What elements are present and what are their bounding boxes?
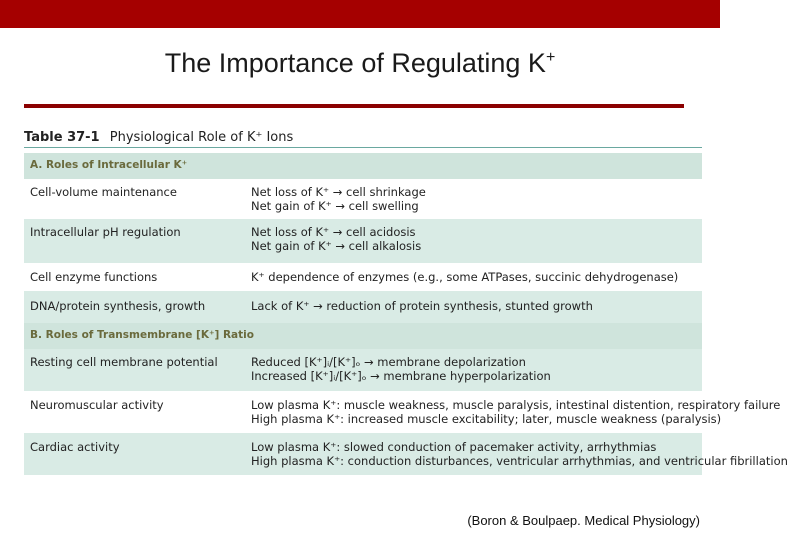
caption-divider — [24, 147, 702, 148]
slide-title-text: The Importance of Regulating K — [164, 48, 546, 78]
row-effects — [251, 185, 699, 213]
row-label: Intracellular pH regulation — [30, 225, 181, 239]
row-effects — [251, 355, 699, 383]
section-header-transmembrane — [24, 323, 702, 349]
row-effects — [251, 299, 699, 313]
row-effects — [251, 270, 699, 284]
effect-line: Low plasma K⁺: slowed conduction of pacemaker activity, arrhythmias — [251, 440, 657, 454]
row-effects — [251, 398, 781, 426]
title-underline — [24, 104, 684, 108]
table-row — [24, 263, 702, 291]
effect-line: Net loss of K⁺ → cell acidosis — [251, 225, 416, 239]
section-header-intracellular — [24, 153, 702, 179]
section-header-label: A. Roles of Intracellular K⁺ — [30, 159, 188, 171]
effect-line: Low plasma K⁺: muscle weakness, muscle paralysis, intestinal distention, respiratory failure — [251, 398, 781, 412]
table-row — [24, 349, 702, 391]
table-row — [24, 391, 781, 433]
slide-title — [0, 48, 720, 79]
table-caption-text: Physiological Role of K⁺ Ions — [109, 130, 294, 145]
row-label: Neuromuscular activity — [30, 398, 164, 412]
effect-line: K⁺ dependence of enzymes (e.g., some ATPases, succinic dehydrogenase) — [251, 270, 679, 284]
row-label: DNA/protein synthesis, growth — [30, 299, 206, 313]
row-label: Cell-volume maintenance — [30, 185, 177, 199]
effect-line: Net gain of K⁺ → cell alkalosis — [251, 239, 422, 253]
row-effects — [251, 225, 699, 253]
effect-line: High plasma K⁺: conduction disturbances, ventricular arrhythmias, and ventricular fibrillation — [251, 454, 788, 468]
source-citation: (Boron & Boulpaep. Medical Physiology) — [467, 513, 700, 528]
table-row — [24, 433, 788, 475]
table-row — [24, 219, 702, 263]
effect-line: High plasma K⁺: increased muscle excitability; later, muscle weakness (paralysis) — [251, 412, 722, 426]
effect-line: Net loss of K⁺ → cell shrinkage — [251, 185, 426, 199]
effect-line: Net gain of K⁺ → cell swelling — [251, 199, 419, 213]
table-row — [24, 179, 702, 219]
row-label: Cardiac activity — [30, 440, 120, 454]
effect-line: Reduced [K⁺]ᵢ/[K⁺]ₒ → membrane depolarization — [251, 355, 526, 369]
physiology-table — [24, 153, 788, 475]
slide-title-superscript: + — [545, 49, 556, 66]
section-header-label: B. Roles of Transmembrane [K⁺] Ratio — [30, 329, 254, 341]
top-accent-bar — [0, 0, 720, 28]
table-number: Table 37-1 — [24, 130, 100, 145]
table-row — [24, 291, 702, 323]
effect-line: Lack of K⁺ → reduction of protein synthesis, stunted growth — [251, 299, 593, 313]
row-label: Resting cell membrane potential — [30, 355, 218, 369]
table-caption — [24, 130, 293, 145]
effect-line: Increased [K⁺]ᵢ/[K⁺]ₒ → membrane hyperpolarization — [251, 369, 551, 383]
row-effects — [251, 440, 788, 468]
row-label: Cell enzyme functions — [30, 270, 158, 284]
